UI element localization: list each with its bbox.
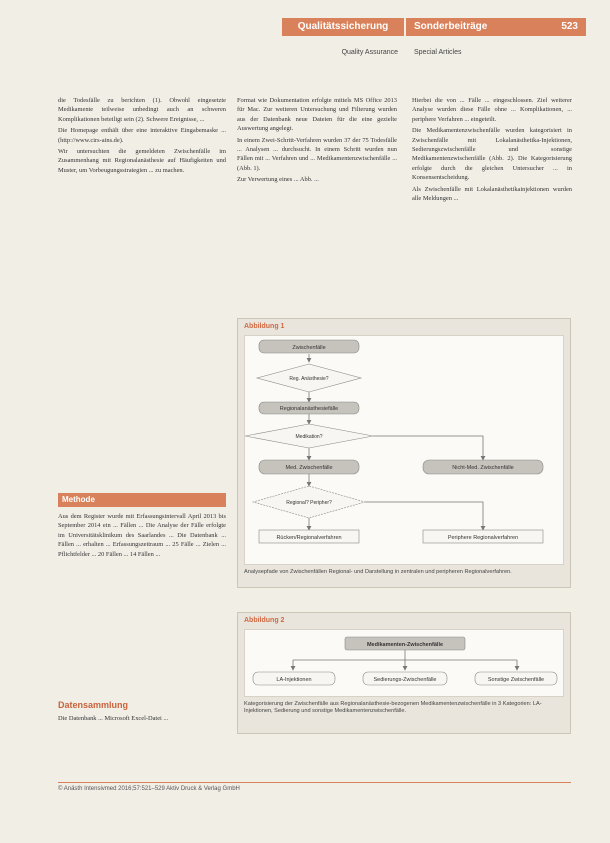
category-node-text: Sedierungs-Zwischenfälle <box>373 677 437 683</box>
flow-node-zwischenfaelle <box>259 340 359 353</box>
datensammlung-text <box>58 714 226 725</box>
paragraph: In einem Zwei-Schritt-Verfahren wurden 37 der 75 Todesfälle ... Analysen ... durchsucht. In einem Schritt wurden nun Fällen mit ... Verfahren und ... Medikamentenzwischenfälle ... (Abb. 1). <box>237 136 397 172</box>
flow-node-text: Med. Zwischenfälle <box>285 465 333 471</box>
category-node-text: LA-Injektionen <box>276 677 312 683</box>
paragraph: Hierbei die von ... Fälle ... eingeschlossen. Ziel weiterer Analyse wurden diese Fälle ohne ... Komplikationen, ... periphere Verfahren ... eingeteilt. <box>412 97 572 123</box>
flow-node-text: Zwischenfälle <box>292 345 326 351</box>
category-diagram-svg <box>245 630 563 696</box>
flow-node-zentrale-verfahren <box>259 530 359 543</box>
flow-node-text: Periphere Regionalverfahren <box>447 535 519 541</box>
flow-node-text: Nicht-Med. Zwischenfälle <box>452 465 514 471</box>
flowchart-svg <box>245 336 563 564</box>
flow-node-periphere-verfahren <box>423 530 543 543</box>
paragraph: Als Zwischenfälle mit Lokalanästhetikainjektionen wurden alle Meldungen ... <box>412 185 572 203</box>
figure-2-diagram <box>244 629 564 697</box>
section-label-right-text: Sonderbeiträge <box>414 21 488 32</box>
middle-column <box>237 96 397 187</box>
flow-decision-text: Medikation? <box>295 434 323 440</box>
right-column <box>412 96 572 205</box>
left-column <box>58 96 226 177</box>
category-node-text: Medikamenten-Zwischenfälle <box>366 642 444 648</box>
section-heading-datensammlung: Datensammlung <box>58 700 129 710</box>
flow-decision-regional-peripher <box>253 486 365 518</box>
subheader-left: Quality Assurance <box>341 49 398 56</box>
section-label-right <box>406 18 586 36</box>
methods-text <box>58 512 226 561</box>
flow-decision-medikation <box>245 424 373 448</box>
flow-node-text: Regionalanästhesiefälle <box>279 406 339 412</box>
flow-node-nicht-med-zwischenfaelle <box>423 460 543 474</box>
figure-1-flowchart <box>244 335 564 565</box>
paragraph: Aus dem Register wurde mit Erfassungsintervall April 2013 bis September 2014 ein ... Fällen ... Die Analyse der Fälle erfolgte im Universitätsklinikum des Saarlandes ... Die Datenbank ... Fällen ... erhalten ... Erfassungszeitraum ... 25 Fälle ... Zielen ... Pflichtfelder ... 20 Fällen ... 14 Fällen ... <box>58 513 226 558</box>
flow-decision-text: Reg. Anästhesie? <box>289 376 329 382</box>
paragraph: Zur Verwertung eines ... Abb. ... <box>237 176 319 184</box>
category-node-la-injektionen <box>253 672 335 685</box>
category-node-text: Sonstige Zwischenfälle <box>487 677 545 683</box>
flow-node-regionalanaesthesiefaelle <box>259 402 359 414</box>
figure-1-label: Abbildung 1 <box>244 323 285 330</box>
flow-node-med-zwischenfaelle <box>259 460 359 474</box>
subheader-right: Special Articles <box>414 49 462 56</box>
paragraph: Die Medikamentenzwischenfälle wurden kategorisiert in Zwischenfälle mit Lokalanästhetika-Injektionen, Sedierungszwischenfälle und sonstige Medikamentenzwischenfälle (Abb. 2). Die Kategorisierung erfolgte durch die gleichen Untersucher ... in Konsensentscheidung. <box>412 127 572 182</box>
category-node-sonstige <box>475 672 557 685</box>
paragraph: Wir untersuchten die gemeldeten Zwischenfälle im Zusammenhang mit Regionalanästhesie auf Häufigkeiten und Muster, um Vorbeugungsstrategien ... zu machen. <box>58 148 226 174</box>
footer-citation: © Anästh Intensivmed 2016;57:521–529 Aktiv Druck & Verlag GmbH <box>58 786 240 792</box>
flow-decision-reg-anaesthesie <box>257 364 361 392</box>
figure-2-label: Abbildung 2 <box>244 617 285 624</box>
section-heading-methods: Methode <box>58 493 226 507</box>
figure-2 <box>237 612 571 734</box>
figure-1-caption: Analysepfade von Zwischenfällen Regional- und Darstellung in zentralen und peripheren Regionalverfahren. <box>244 569 512 575</box>
figure-2-caption: Kategorisierung der Zwischenfälle aus Regionalanästhesie-bezogenen Medikamentenzwischenfälle in 3 Kategorien: LA-Injektionen, Sedierung und sonstige Medikamentenzwischenfälle. <box>244 701 542 715</box>
page-number: 523 <box>561 21 578 32</box>
paragraph: Die Homepage enthält über eine interaktive Eingabemaske ... (http://www.cirs-ains.de). <box>58 127 226 144</box>
footer-rule <box>58 782 571 783</box>
figure-1 <box>237 318 571 588</box>
section-label-left: Qualitätssicherung <box>282 18 404 36</box>
flow-node-text: Rücken/Regionalverfahren <box>276 535 342 541</box>
paragraph: Die Datenbank ... Microsoft Excel-Datei ... <box>58 715 169 722</box>
flow-decision-text: Regional? Peripher? <box>286 500 332 506</box>
category-node-top <box>345 637 465 650</box>
category-node-sedierung <box>363 672 447 685</box>
paragraph: die Todesfälle zu berichten (1). Obwohl eingesetzte Medikamente teilweise unbedingt auch an schweren Komplikationen beteiligt sein (2). Schwere Ereignisse, ... <box>58 97 226 123</box>
paragraph: Format wie Dokumentation erfolgte mittels MS Office 2013 für Mac. Zur weiteren Untersuchung und Filterung wurden aus der Datenbank neue Dateien für die eine gezielte Auswertung angelegt. <box>237 97 397 133</box>
